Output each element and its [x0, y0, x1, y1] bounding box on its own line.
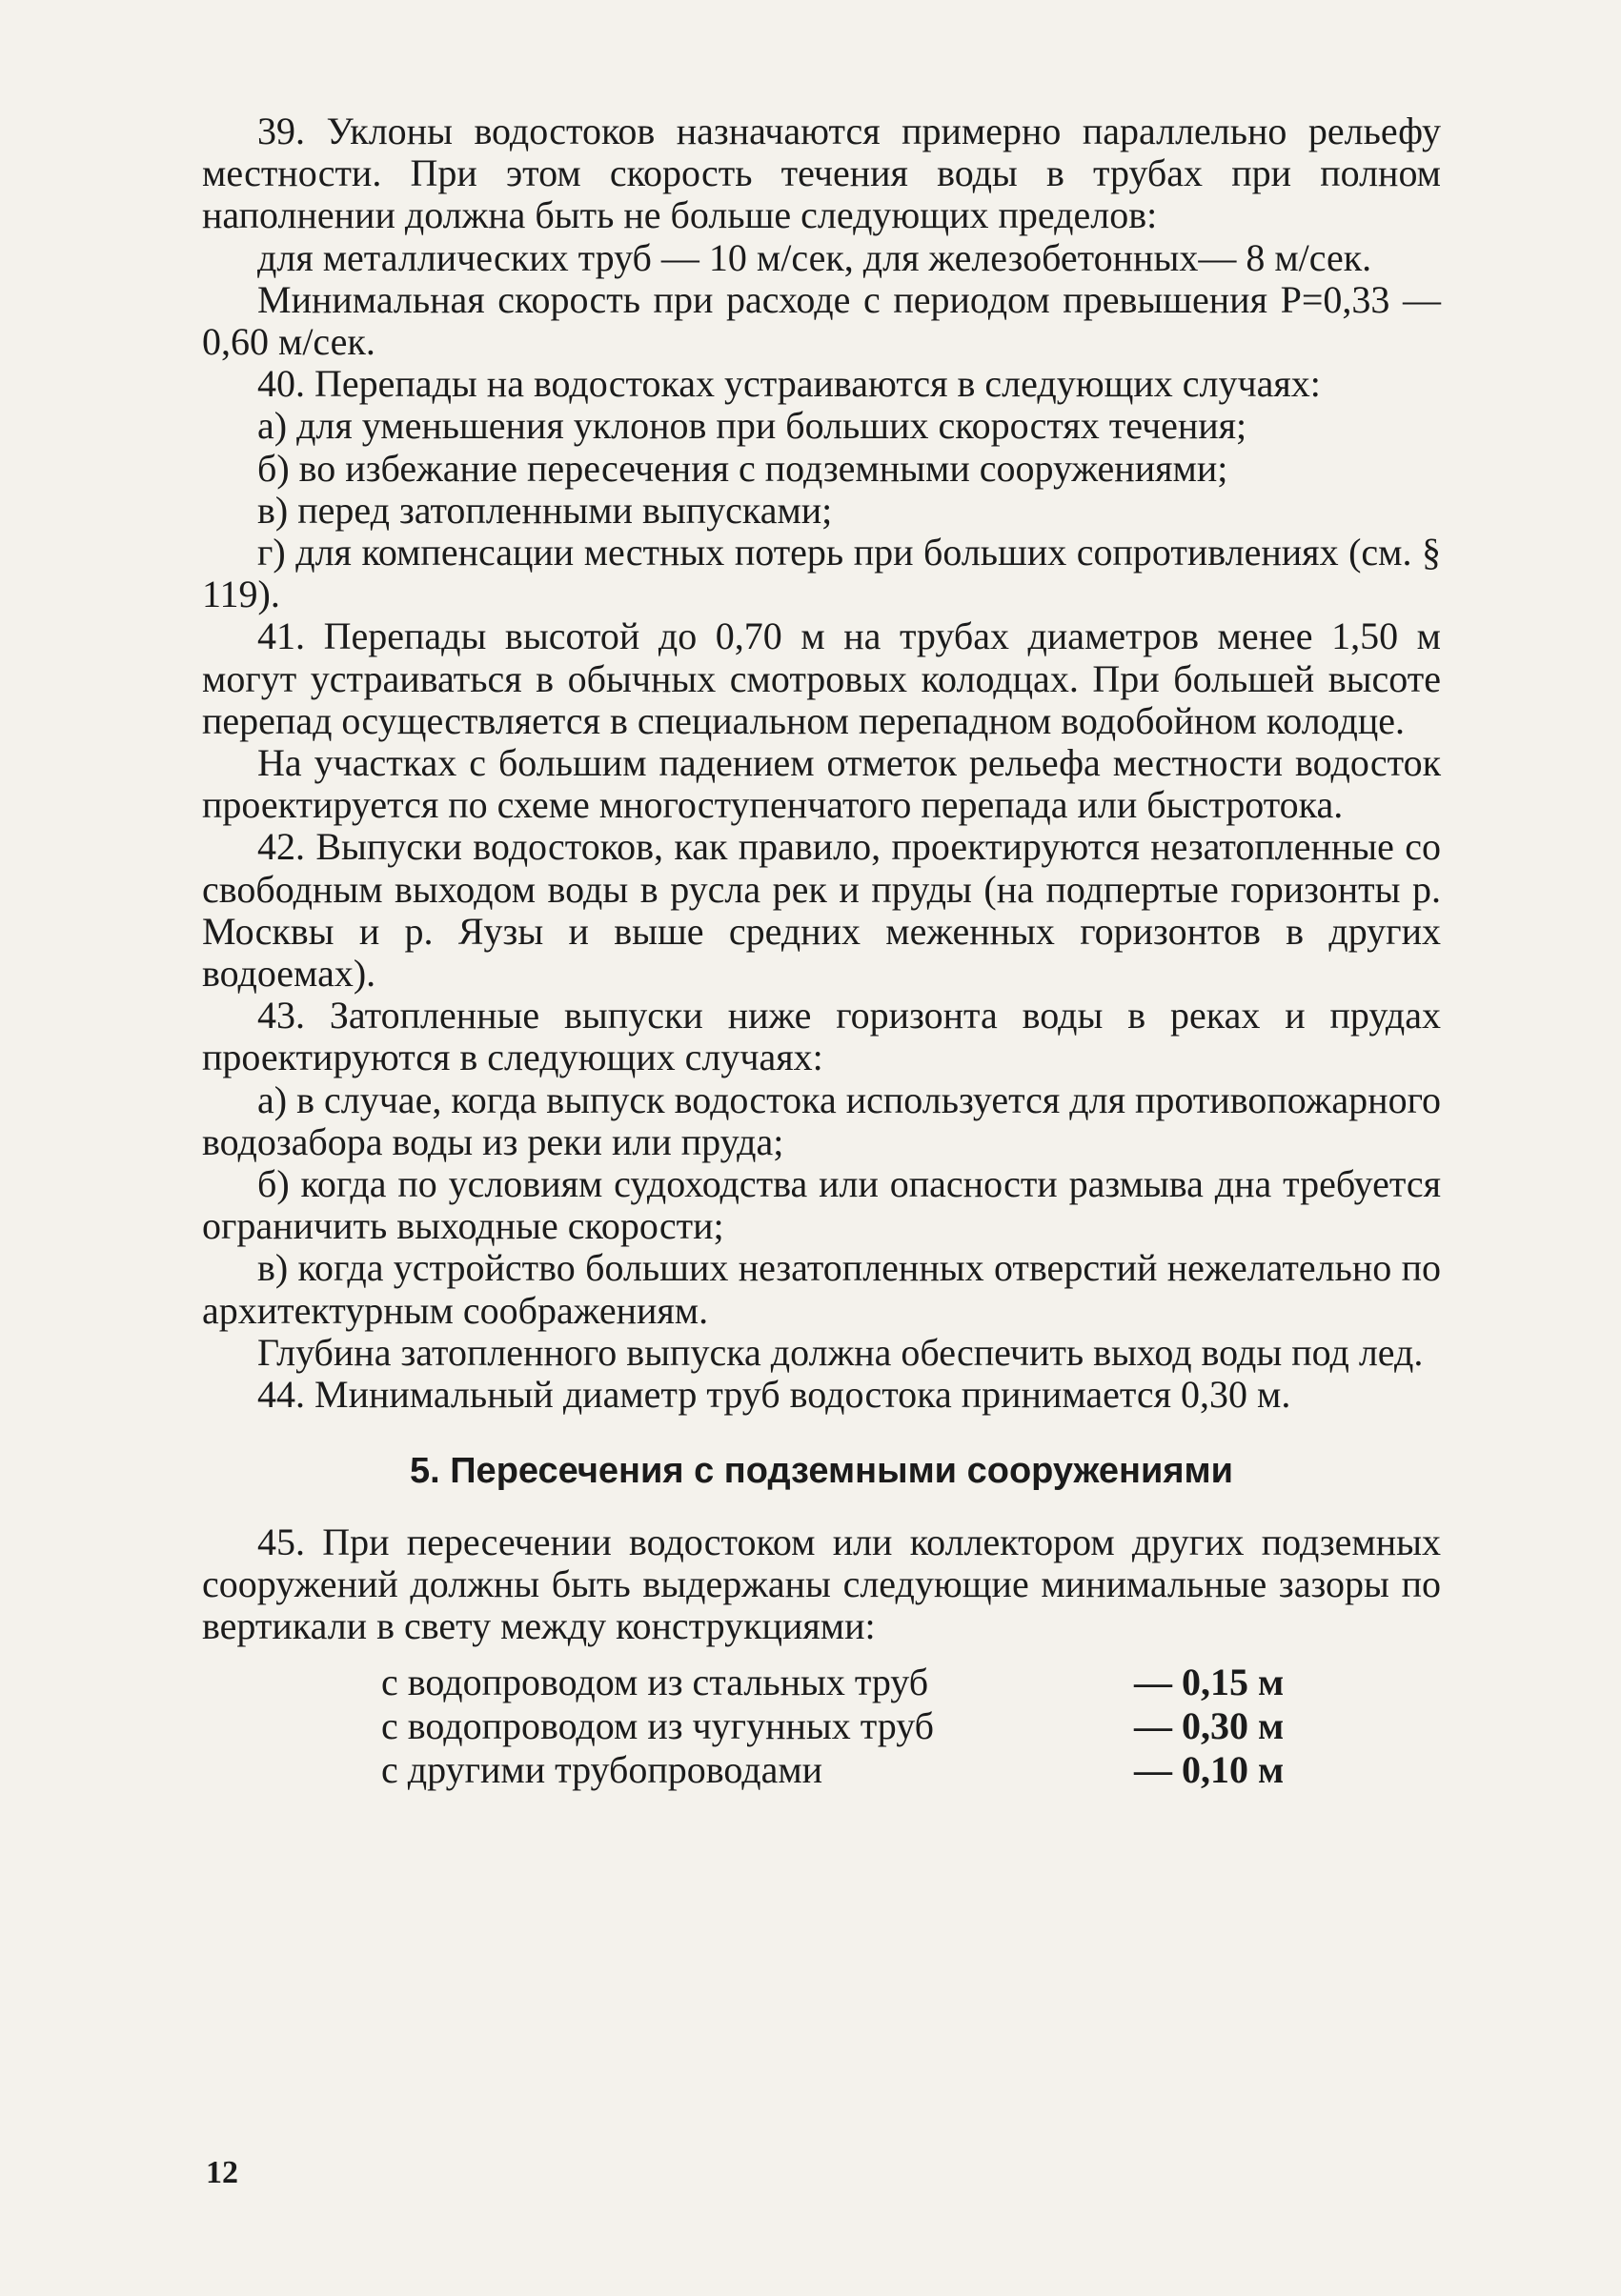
paragraph: г) для компенсации местных потерь при больших сопротивлениях (см. § 119).: [202, 531, 1441, 616]
paragraph: 45. При пересечении водостоком или коллектором других подземных сооружений должны быть выдержаны следующие минимальные зазоры по вертикали в свету между конструкциями:: [202, 1520, 1441, 1647]
paragraph: б) когда по условиям судоходства или опасности размыва дна требуется ограничить выходные скорости;: [202, 1162, 1441, 1248]
clearance-row: [381, 1661, 1441, 1704]
clearance-value: — 0,10 м: [1134, 1748, 1285, 1792]
paragraph: 40. Перепады на водостоках устраиваются в следующих случаях:: [257, 362, 1321, 406]
paragraph: 39. Уклоны водостоков назначаются примерно параллельно рельефу местности. При этом скорость течения воды в трубах при полном наполнении должна быть не больше следующих пределов:: [202, 110, 1441, 237]
paragraph: а) в случае, когда выпуск водостока используется для противопожарного водозабора воды из реки или пруда;: [202, 1078, 1441, 1163]
clearance-value: — 0,15 м: [1134, 1661, 1285, 1704]
paragraph: для металлических труб — 10 м/сек, для железобетонных— 8 м/сек.: [257, 235, 1372, 279]
paragraph: в) перед затопленными выпусками;: [257, 488, 833, 532]
paragraph: 44. Минимальный диаметр труб водостока принимается 0,30 м.: [257, 1373, 1291, 1417]
paragraph: Глубина затопленного выпуска должна обеспечить выход воды под лед.: [257, 1330, 1424, 1374]
clearance-list: [381, 1661, 1441, 1792]
paragraph: Минимальная скорость при расходе с периодом превышения P=0,33 — 0,60 м/сек.: [202, 277, 1441, 364]
clearance-name: с водопроводом из стальных труб: [381, 1661, 929, 1704]
paragraph: 43. Затопленные выпуски ниже горизонта воды в реках и прудах проектируются в следующих случаях:: [202, 994, 1441, 1079]
clearance-name: с водопроводом из чугунных труб: [381, 1704, 935, 1748]
section-heading: 5. Пересечения с подземными сооружениями: [410, 1451, 1233, 1492]
body-text: [202, 111, 1441, 1792]
clearance-value: — 0,30 м: [1134, 1704, 1285, 1748]
paragraph: На участках с большим падением отметок рельефа местности водосток проектируется по схеме многоступенчатого перепада или быстротока.: [202, 741, 1441, 827]
clearance-name: с другими трубопроводами: [381, 1748, 823, 1792]
paragraph: 41. Перепады высотой до 0,70 м на трубах диаметров менее 1,50 м могут устраиваться в обычных смотровых колодцах. При большей высоте перепад осуществляется в специальном перепадном водобойном колодце.: [202, 614, 1441, 742]
paragraph: 42. Выпуски водостоков, как правило, проектируются незатопленные со свободным выходом воды в русла рек и пруды (на подпертые горизонты р. Москвы и р. Яузы и выше средних меженных горизонтов в других водоемах).: [202, 825, 1441, 996]
paragraph: а) для уменьшения уклонов при больших скоростях течения;: [257, 404, 1247, 448]
paragraph: в) когда устройство больших незатопленных отверстий нежелательно по архитектурным соображениям.: [202, 1246, 1441, 1332]
page-number: 12: [206, 2155, 238, 2190]
paragraph: б) во избежание пересечения с подземными сооружениями;: [257, 446, 1228, 490]
clearance-row: [381, 1748, 1441, 1792]
clearance-row: [381, 1704, 1441, 1748]
